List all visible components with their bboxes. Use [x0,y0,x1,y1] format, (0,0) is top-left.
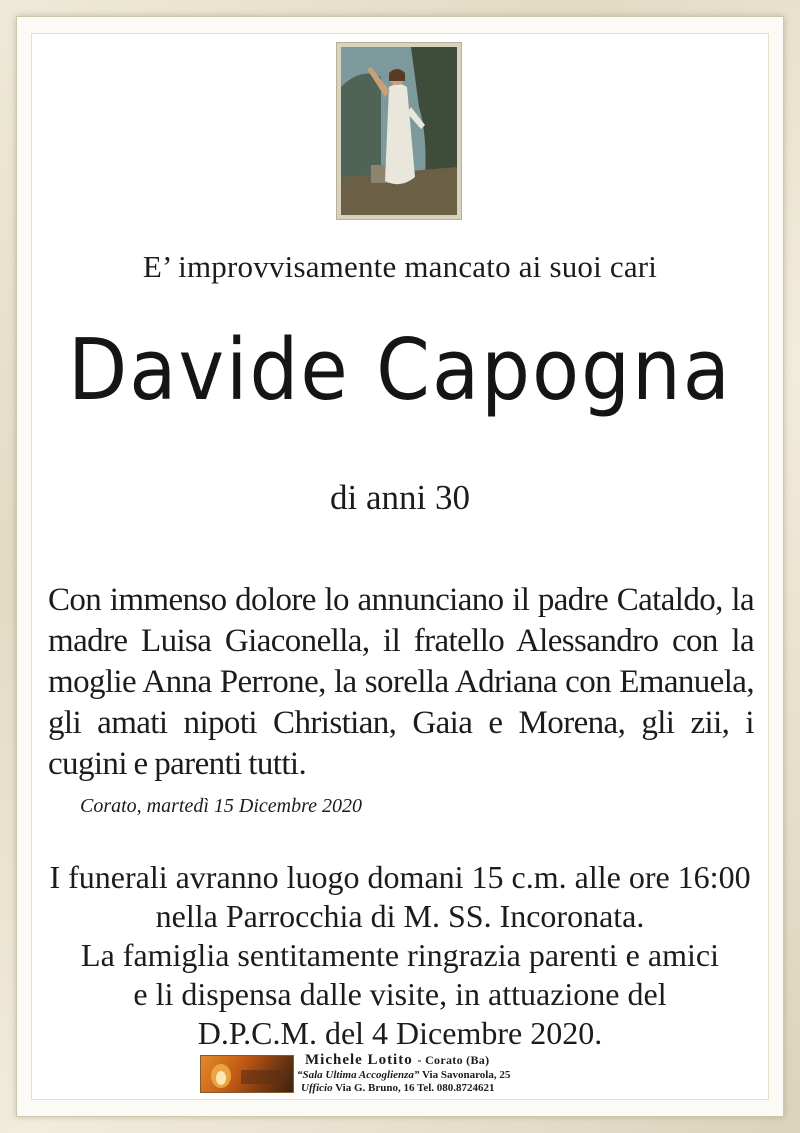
funeral-home-address-2 [301,1082,495,1094]
funeral-info [0,858,800,1053]
office-label: Ufficio [301,1082,333,1094]
intro-text: E’ improvvisamente mancato ai suoi cari [142,249,658,284]
dateline: Corato, martedì 15 Dicembre 2020 [80,795,363,817]
funeral-line: La famiglia sentitamente ringrazia parenti e amici [81,937,719,973]
funeral-home-name [305,1052,489,1069]
office-address: Via G. Bruno, 16 Tel. 080.8724621 [335,1082,495,1094]
hall-address: Via Savonarola, 25 [422,1069,511,1081]
candle-flame-icon [201,1056,293,1092]
funeral-home-address-1 [297,1069,510,1081]
risen-christ-icon [341,47,457,215]
funeral-line: I funerali avranno luogo domani 15 c.m. alle ore 16:00 [49,859,751,895]
announcement-text: Con immenso dolore lo annunciano il padre Cataldo, la madre Luisa Giaconella, il fratello Alessandro con la moglie Anna Perrone, la sorella Adriana con Emanuela, gli amati nipoti Christian, Gaia e Morena, gli zii, i cugini e parenti tutti. [48,582,754,782]
funeral-home-footer [201,1052,621,1098]
religious-image [337,43,461,219]
funeral-home-logo [201,1056,293,1092]
company-name: Michele Lotito [305,1052,413,1068]
hall-name: “Sala Ultima Accoglienza” [297,1069,420,1081]
funeral-line: e li dispensa dalle visite, in attuazione del [133,976,667,1012]
funeral-line: nella Parrocchia di M. SS. Incoronata. [155,898,645,934]
age-text: di anni 30 [330,478,470,517]
funeral-line: D.P.C.M. del 4 Dicembre 2020. [197,1015,603,1051]
deceased-name: Davide Capogna [68,322,732,420]
company-city: - Corato (Ba) [417,1053,490,1067]
